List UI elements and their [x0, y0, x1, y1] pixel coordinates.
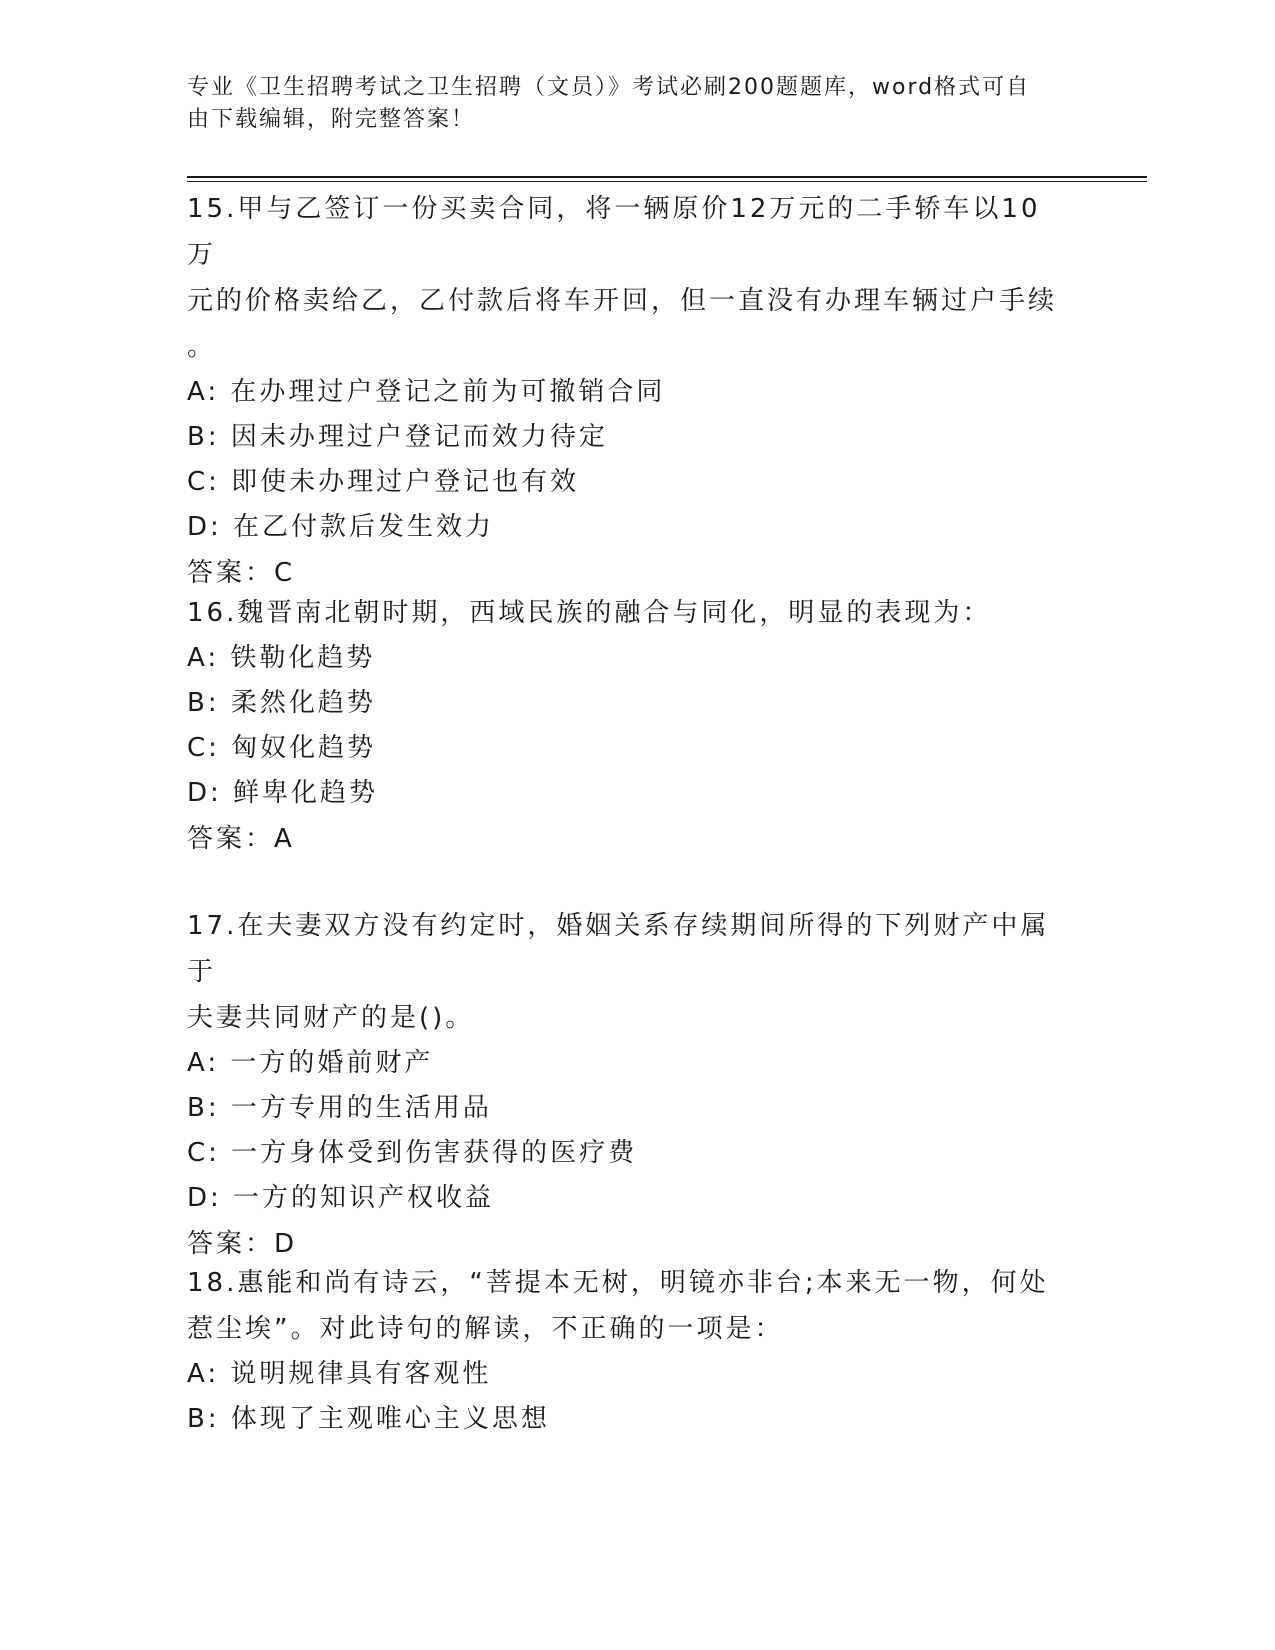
document-header: [187, 72, 1067, 136]
question-stem-line: 15.甲与乙签订一份买卖合同，将一辆原价12万元的二手轿车以10万: [187, 194, 1041, 270]
option-c: C: 匈奴化趋势: [187, 733, 377, 763]
answer-line: 答案：D: [187, 1229, 298, 1259]
answer-line: 答案：A: [187, 824, 295, 854]
question-16: [187, 590, 1067, 862]
question-stem-line: 元的价格卖给乙，乙付款后将车开回，但一直没有办理车辆过户手续: [187, 286, 1058, 316]
header-line-2: 由下载编辑，附完整答案！: [187, 107, 476, 132]
question-stem-line: 惹尘埃”。对此诗句的解读，不正确的一项是：: [187, 1314, 784, 1344]
question-stem-line: 。: [187, 332, 217, 362]
option-b: B: 柔然化趋势: [187, 688, 376, 718]
question-stem-line: 16.魏晋南北朝时期，西域民族的融合与同化，明显的表现为：: [187, 598, 992, 628]
option-a: A: 铁勒化趋势: [187, 643, 376, 673]
option-d: D: 鲜卑化趋势: [187, 778, 379, 808]
header-divider-thick: [187, 176, 1147, 178]
question-17: [187, 903, 1067, 1267]
question-18: [187, 1260, 1067, 1442]
option-a: A: 在办理过户登记之前为可撤销合同: [187, 377, 666, 407]
question-stem-line: 夫妻共同财产的是()。: [187, 1003, 475, 1033]
option-b: B: 因未办理过户登记而效力待定: [187, 422, 608, 452]
question-stem-line: 18.惠能和尚有诗云，“菩提本无树，明镜亦非台;本来无一物，何处: [187, 1268, 1049, 1298]
option-d: D: 在乙付款后发生效力: [187, 512, 495, 542]
option-b: B: 一方专用的生活用品: [187, 1093, 492, 1123]
answer-line: 答案：C: [187, 558, 296, 588]
option-c: C: 即使未办理过户登记也有效: [187, 467, 580, 497]
option-d: D: 一方的知识产权收益: [187, 1183, 495, 1213]
option-a: A: 说明规律具有客观性: [187, 1359, 492, 1389]
question-stem-line: 17.在夫妻双方没有约定时，婚姻关系存续期间所得的下列财产中属于: [187, 911, 1050, 987]
question-15: [187, 186, 1067, 596]
option-c: C: 一方身体受到伤害获得的医疗费: [187, 1138, 638, 1168]
header-divider-thin: [187, 181, 1147, 182]
header-line-1: 专业《卫生招聘考试之卫生招聘（文员）》考试必刷200题题库，word格式可自: [187, 75, 1031, 100]
option-b: B: 体现了主观唯心主义思想: [187, 1404, 550, 1434]
option-a: A: 一方的婚前财产: [187, 1048, 434, 1078]
